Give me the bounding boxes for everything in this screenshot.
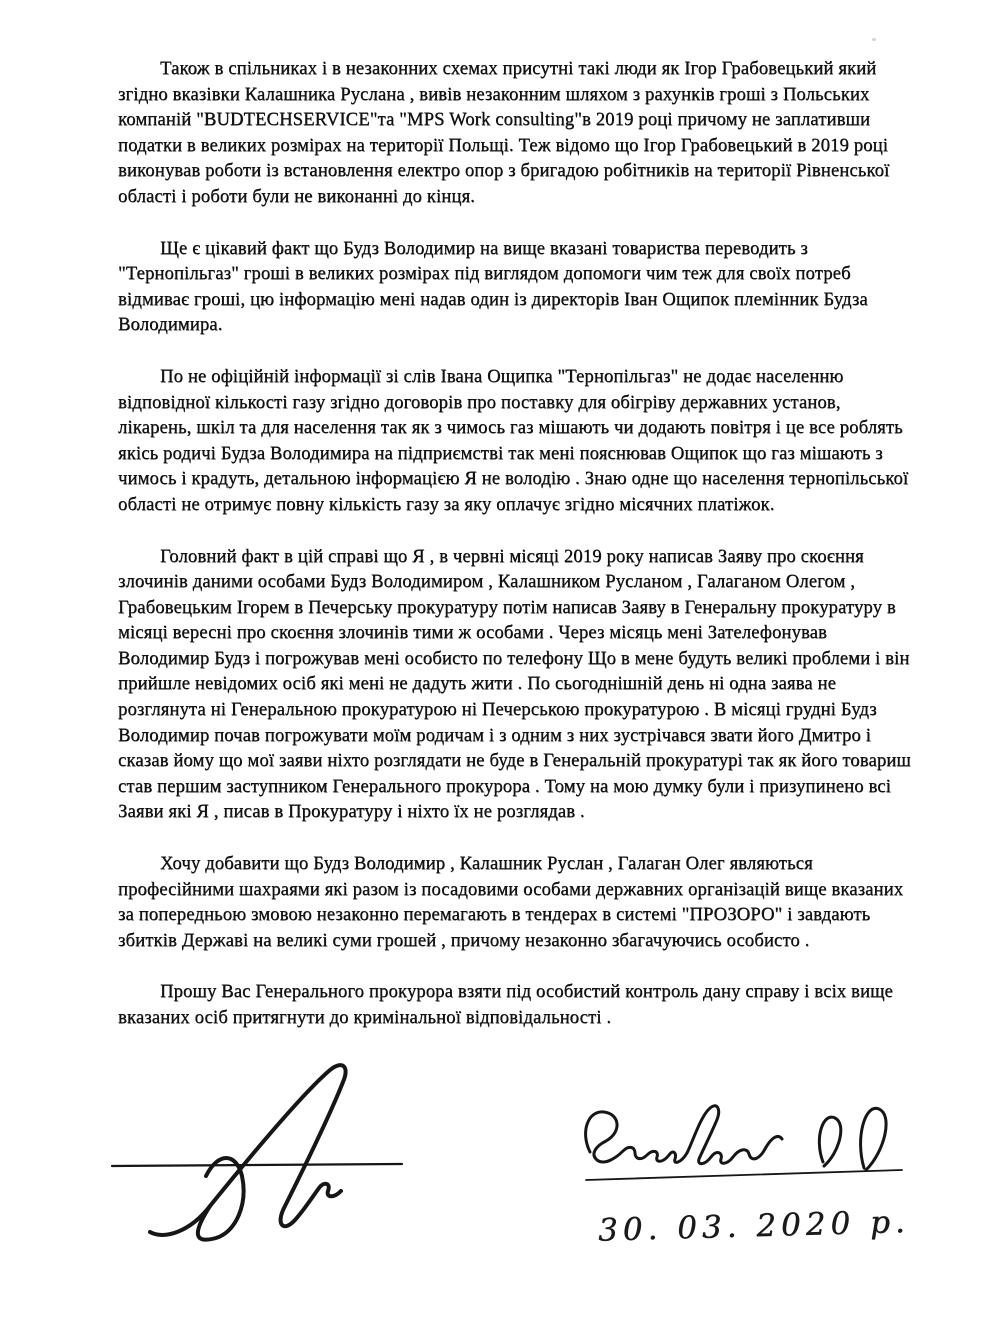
letter-body (118, 56, 916, 1057)
scan-speck (872, 38, 876, 41)
handwritten-date: 30. 03. 2020 р. (597, 1203, 911, 1249)
right-signature (576, 1096, 916, 1196)
left-signature (104, 1062, 416, 1242)
signature-name-strokes-icon (576, 1096, 916, 1196)
paragraph-request: Прошу Вас Генерального прокурора взяти під особистий контроль дану справу і всіх вище вказаних осіб притягнути до кримінальної відповідальності . (118, 981, 893, 1028)
paragraph-ternopilgaz-transfers: Ще є цікавий факт що Будз Володимир на вище вказані товариства переводить з "Тернопільгаз" гроші в великих розмірах під виглядом допомоги чим теж для своїх потреб відмиває гроші, цю інформацію мені надав один із директорів Іван Ощипок племінник Будза Володимира. (118, 237, 868, 336)
paragraph-main-fact: Головний факт в цій справі що Я , в червні місяці 2019 року написав Заяву про скоєння злочинів даними особами Будз Володимиром , Калашником Русланом , Галаганом Олегом , Грабовецьким Ігорем в Печерську прокуратуру потім написав Заяву в Генеральну прокуратуру в місяці вересні про скоєння злочинів тими ж особами . Через місяць мені Зателефонував Володимир Будз і погрожував мені особисто по телефону Що в мене будуть великі проблеми і він прийшле невідомих осіб які мені не дадуть жити . По сьогоднішній день ні одна заява не розглянута ні Генеральною прокуратурою ні Печерською прокуратурою . В місяці грудні Будз Володимир почав погрожувати моїм родичам і з одним з них зустрічався звати його Дмитро і сказав йому що мої заяви ніхто розглядати не буде в Генеральній прокуратурі так як його товариш став першим заступником Генерального прокурора . Тому на мою думку були і призупинено всі Заяви які Я , писав в Прокуратуру і ніхто їх не розглядав . (118, 545, 911, 823)
paragraph-prozoro-fraud: Хочу добавити що Будз Володимир , Калашник Руслан , Галаган Олег являються професійними шахраями які разом із посадовими особами державних організацій вище вказаних за попередньою змовою незаконно перемагають в тендерах в системі "ПРОЗОРО" і завдають збитків Державі на великі суми грошей , причому незаконно збагачуючись особисто . (118, 853, 904, 951)
paragraph-gas-shortage: По не офіційній інформації зі слів Івана Ощипка "Тернопільгаз" не додає населенню відповідної кількості газу згідно договорів про поставку для обігріву державних установ, лікарень, шкіл та для населення так як з чимось газ мішають чи додають повітря і це все роблять якісь родичі Будза Володимира на підприємстві так мені пояснював Ощипок що газ мішають з чимось і крадуть, детальною інформацією Я не володію . Знаю одне що населення тернопільської області не отримує повну кількість газу за яку оплачує згідно місячних платіжок. (118, 365, 909, 515)
signature-flourish-icon (104, 1062, 416, 1242)
paragraph-grabovetskyi: Також в спільниках і в незаконних схемах присутні такі люди як Ігор Грабовецький який згідно вказівки Калашника Руслана , вивів незаконним шляхом з рахунків гроші з Польських компаній "BUDTECHSERVICE"та "MPS Work consulting"в 2019 році причому не заплативши податки в великих розмірах на території Польщі. Теж відомо що Ігор Грабовецький в 2019 році виконував роботи із встановлення електро опор з бригадою робітників на території Рівненської області і роботи були не виконанні до кінця. (118, 58, 890, 207)
